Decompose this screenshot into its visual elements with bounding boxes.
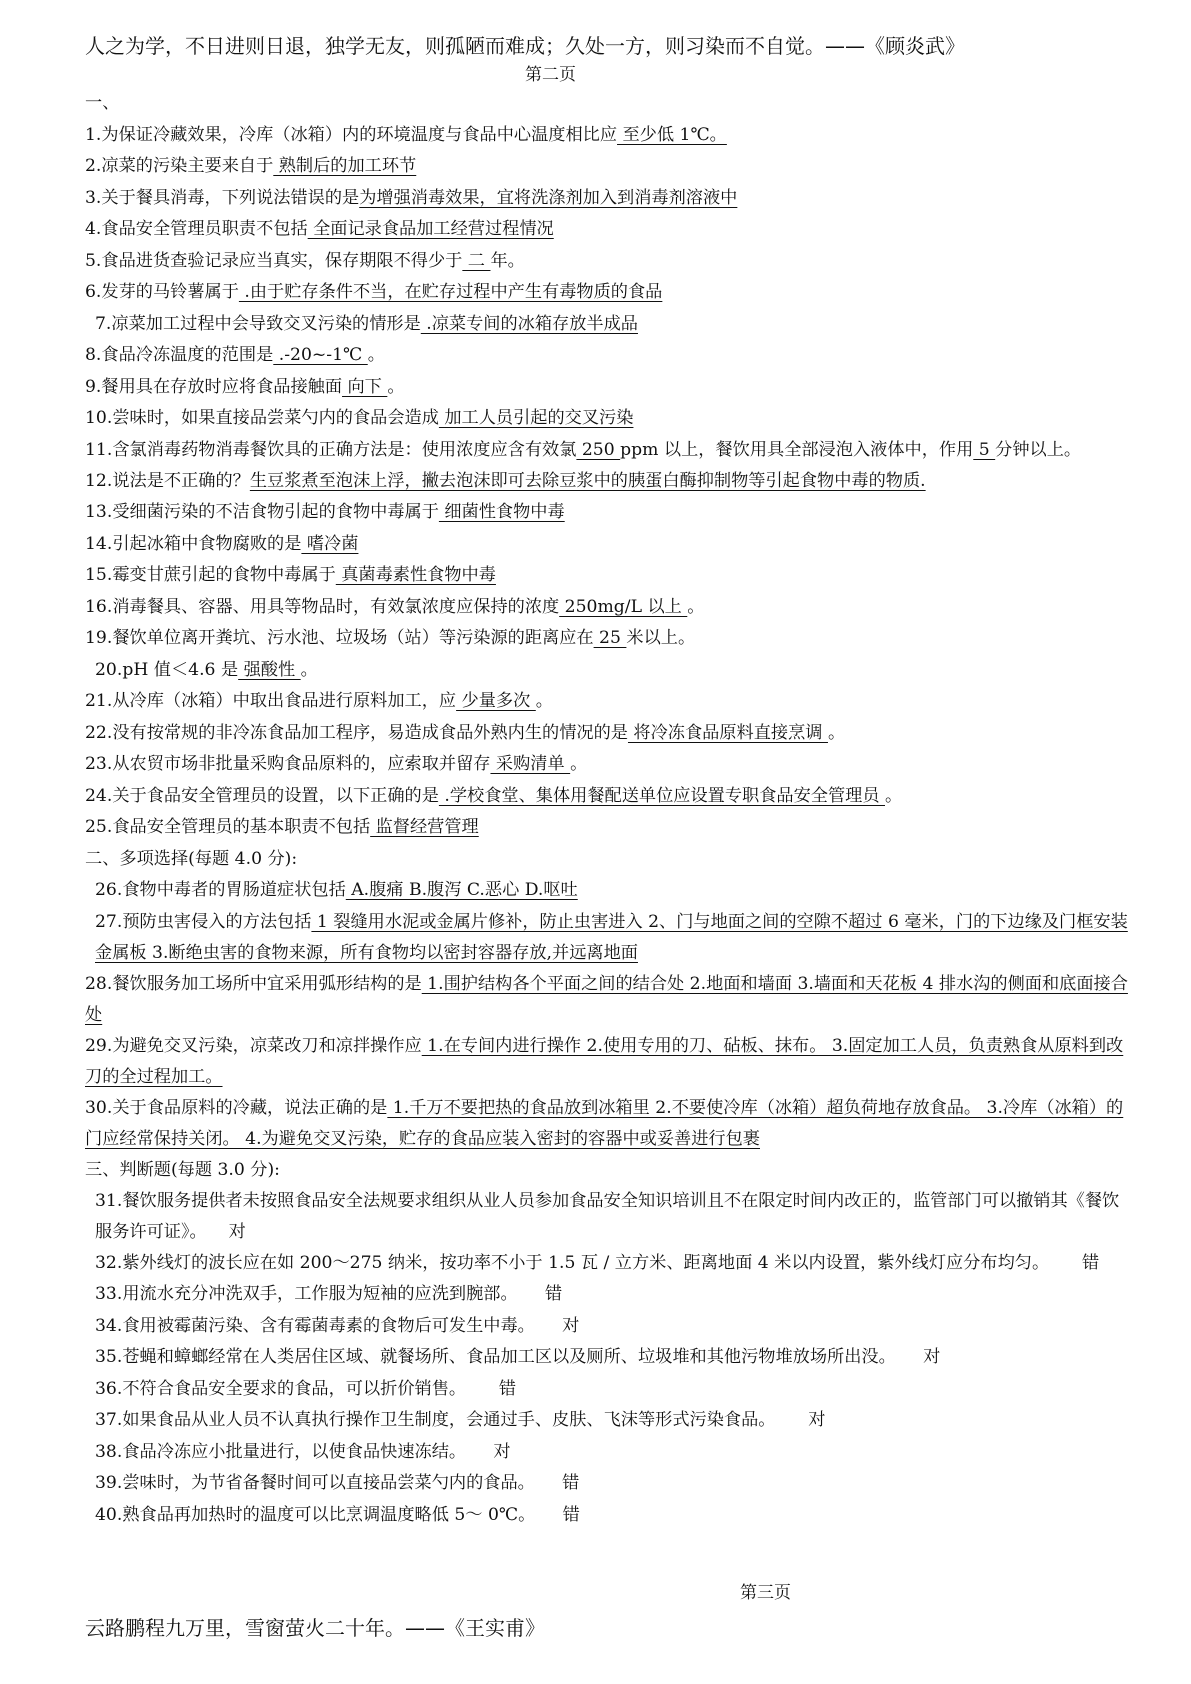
answer: 错 [498, 1378, 517, 1399]
answer: 采购清单 [490, 754, 571, 774]
question-26: 26.食物中毒者的胃肠道症状包括 A.腹痛 B.腹泻 C.恶心 D.呕吐 [95, 880, 578, 900]
question-34: 34.食用被霉菌污染、含有霉菌毒素的食物后可发生中毒。 对 [95, 1315, 580, 1336]
question-33: 33.用流水充分冲洗双手，工作服为短袖的应洗到腕部。 错 [95, 1284, 563, 1304]
question-4: 4.食品安全管理员职责不包括 全面记录食品加工经营过程情况 [85, 219, 554, 239]
answer: 250 [576, 439, 621, 460]
question-3: 3.关于餐具消毒，下列说法错误的是为增强消毒效果，宜将洗涤剂加入到消毒剂溶液中 [85, 187, 738, 208]
answer: .由于贮存条件不当，在贮存过程中产生有毒物质的食品 [238, 282, 663, 302]
page-label-bottom: 第三页 [740, 1583, 791, 1603]
question-14: 14.引起冰箱中食物腐败的是 嗜冷菌 [85, 533, 359, 554]
question-8: 8.食品冷冻温度的范围是 .-20~-1℃ 。 [85, 345, 385, 365]
answer: 将冷冻食品原料直接烹调 [627, 722, 828, 743]
section-heading: 一、 [85, 93, 120, 113]
answer: 至少低 1℃。 [617, 124, 727, 145]
answer: 细菌性食物中毒 [438, 502, 565, 522]
question-6: 6.发芽的马铃薯属于 .由于贮存条件不当，在贮存过程中产生有毒物质的食品 [85, 282, 663, 302]
answer: 错 [544, 1284, 563, 1304]
answer: 错 [1081, 1253, 1100, 1273]
answer: 1 裂缝用水泥或金属片修补，防止虫害进入 2、门与地面之间的空隙不超过 6 毫米，门的下边缘及门框安装金属板 3.断绝虫害的食物来源，所有食物均以密封容器存放,并远离地面 [95, 911, 1128, 963]
question-21: 21.从冷库（冰箱）中取出食品进行原料加工，应 少量多次 。 [85, 691, 553, 711]
answer: 真菌毒素性食物中毒 [335, 565, 496, 585]
question-23: 23.从农贸市场非批量采购食品原料的，应索取并留存 采购清单 。 [85, 754, 588, 774]
question-40: 40.熟食品再加热时的温度可以比烹调温度略低 5～ 0℃。 错 [95, 1504, 580, 1525]
header-motto: 人之为学，不日进则日退，独学无友，则孤陋而难成；久处一方，则习染而不自觉。——《顾炎武》 [85, 34, 965, 58]
answer: 对 [808, 1410, 826, 1430]
question-28: 28.餐饮服务加工场所中宜采用弧形结构的是 1.围护结构各个平面之间的结合处 2.地面和墙面 3.墙面和天花板 4 排水沟的侧面和底面接合处 [85, 973, 1128, 1025]
question-1: 1.为保证冷藏效果，冷库（冰箱）内的环境温度与食品中心温度相比应 至少低 1℃。 [85, 124, 727, 145]
answer: 错 [562, 1504, 580, 1525]
question-30: 30.关于食品原料的冷藏，说法正确的是 1.千万不要把热的食品放到冰箱里 2.不要使冷库（冰箱）超负荷地存放食品。 3.冷库（冰箱）的门应经常保持关闭。 4.为避免交叉污染，贮存的食品应装入密封的容器中或妥善进行包裹 [85, 1097, 1124, 1149]
question-22: 22.没有按常规的非冷冻食品加工程序，易造成食品外熟内生的情况的是 将冷冻食品原料直接烹调 。 [85, 722, 846, 743]
question-32: 32.紫外线灯的波长应在如 200～275 纳米，按功率不小于 1.5 瓦 / 立方米、距离地面 4 米以内设置，紫外线灯应分布均匀。 错 [95, 1253, 1100, 1273]
answer: A.腹痛 B.腹泻 C.恶心 D.呕吐 [345, 880, 578, 900]
question-9: 9.餐用具在存放时应将食品接触面 向下 。 [85, 376, 405, 397]
section-heading: 二、多项选择(每题 4.0 分): [85, 848, 298, 869]
section-heading: 三、判断题(每题 3.0 分): [85, 1159, 280, 1180]
answer: 加工人员引起的交叉污染 [438, 408, 634, 428]
answer: 熟制后的加工环节 [273, 156, 417, 176]
question-29: 29.为避免交叉污染，凉菜改刀和凉拌操作应 1.在专间内进行操作 2.使用专用的刀、砧板、抹布。 3.固定加工人员，负责熟食从原料到改刀的全过程加工。 [85, 1035, 1124, 1087]
answer: 向下 [342, 376, 388, 397]
answer: 全面记录食品加工经营过程情况 [307, 219, 554, 239]
answer: 25 [593, 628, 627, 648]
answer: 监督经营管理 [370, 817, 479, 837]
answer: 少量多次 [456, 691, 536, 711]
answer: 250mg/L 以上 [559, 596, 688, 617]
answer: 1.围护结构各个平面之间的结合处 2.地面和墙面 3.墙面和天花板 4 排水沟的侧面和底面接合处 [85, 973, 1128, 1025]
question-24: 24.关于食品安全管理员的设置，以下正确的是 .学校食堂、集体用餐配送单位应设置专职食品安全管理员 。 [85, 785, 903, 806]
question-31: 31.餐饮服务提供者未按照食品安全法规要求组织从业人员参加食品安全知识培训且不在限定时间内改正的，监管部门可以撤销其《餐饮服务许可证》。 对 [95, 1191, 1120, 1242]
answer: 对 [923, 1347, 941, 1367]
answer: 生豆浆煮至泡沫上浮，撇去泡沫即可去除豆浆中的胰蛋白酶抑制物等引起食物中毒的物质. [249, 470, 926, 491]
answer: 为增强消毒效果，宜将洗涤剂加入到消毒剂溶液中 [359, 187, 738, 208]
question-11: 11.含氯消毒药物消毒餐饮具的正确方法是：使用浓度应含有效氯 250 ppm 以上，餐饮用具全部浸泡入液体中，作用 5 分钟以上。 [85, 439, 1082, 460]
answer: 1.在专间内进行操作 2.使用专用的刀、砧板、抹布。 3.固定加工人员，负责熟食从原料到改刀的全过程加工。 [85, 1035, 1124, 1087]
question-37: 37.如果食品从业人员不认真执行操作卫生制度，会通过手、皮肤、飞沫等形式污染食品。 对 [95, 1410, 826, 1430]
answer: 对 [493, 1441, 511, 1462]
document-body [85, 88, 1135, 1531]
answer: .凉菜专间的冰箱存放半成品 [420, 313, 638, 334]
question-16: 16.消毒餐具、容器、用具等物品时，有效氯浓度应保持的浓度 250mg/L 以上 。 [85, 596, 705, 617]
answer: 二 [462, 250, 491, 271]
question-27: 27.预防虫害侵入的方法包括 1 裂缝用水泥或金属片修补，防止虫害进入 2、门与地面之间的空隙不超过 6 毫米，门的下边缘及门框安装金属板 3.断绝虫害的食物来源，所有食物均以密封容器存放,并远离地面 [95, 911, 1128, 963]
question-25: 25.食品安全管理员的基本职责不包括 监督经营管理 [85, 817, 479, 837]
question-15: 15.霉变甘蔗引起的食物中毒属于 真菌毒素性食物中毒 [85, 565, 496, 585]
question-5: 5.食品进货查验记录应当真实，保存期限不得少于 二 年。 [85, 250, 525, 271]
answer: .-20~-1℃ [273, 345, 368, 365]
answer: 嗜冷菌 [301, 533, 359, 554]
question-36: 36.不符合食品安全要求的食品，可以折价销售。 错 [95, 1378, 517, 1399]
question-19: 19.餐饮单位离开粪坑、污水池、垃圾场（站）等污染源的距离应在 25 米以上。 [85, 628, 696, 648]
question-10: 10.尝味时，如果直接品尝菜勺内的食品会造成 加工人员引起的交叉污染 [85, 408, 634, 428]
question-35: 35.苍蝇和蟑螂经常在人类居住区域、就餐场所、食品加工区以及厕所、垃圾堆和其他污物堆放场所出没。 对 [95, 1347, 941, 1367]
question-2: 2.凉菜的污染主要来自于 熟制后的加工环节 [85, 156, 417, 176]
answer: 错 [562, 1473, 580, 1493]
answer: 对 [562, 1315, 580, 1336]
question-13: 13.受细菌污染的不洁食物引起的食物中毒属于 细菌性食物中毒 [85, 502, 565, 522]
question-38: 38.食品冷冻应小批量进行，以使食品快速冻结。 对 [95, 1441, 511, 1462]
page-label-top: 第二页 [525, 65, 576, 85]
question-39: 39.尝味时，为节省备餐时间可以直接品尝菜勺内的食品。 错 [95, 1473, 580, 1493]
answer: 强酸性 [238, 659, 301, 680]
question-12: 12.说法是不正确的？生豆浆煮至泡沫上浮，撇去泡沫即可去除豆浆中的胰蛋白酶抑制物等引起食物中毒的物质. [85, 470, 926, 491]
footer-motto: 云路鹏程九万里，雪窗萤火二十年。——《王实甫》 [85, 1616, 545, 1640]
question-7: 7.凉菜加工过程中会导致交叉污染的情形是 .凉菜专间的冰箱存放半成品 [95, 313, 638, 334]
question-20: 20.pH 值＜4.6 是 强酸性 。 [95, 659, 318, 680]
answer: 1.千万不要把热的食品放到冰箱里 2.不要使冷库（冰箱）超负荷地存放食品。 3.冷库（冰箱）的门应经常保持关闭。 4.为避免交叉污染，贮存的食品应装入密封的容器中或妥善进行包裹 [85, 1097, 1124, 1149]
answer: 5 [973, 439, 996, 460]
answer: 对 [228, 1222, 246, 1242]
answer: .学校食堂、集体用餐配送单位应设置专职食品安全管理员 [438, 785, 885, 806]
